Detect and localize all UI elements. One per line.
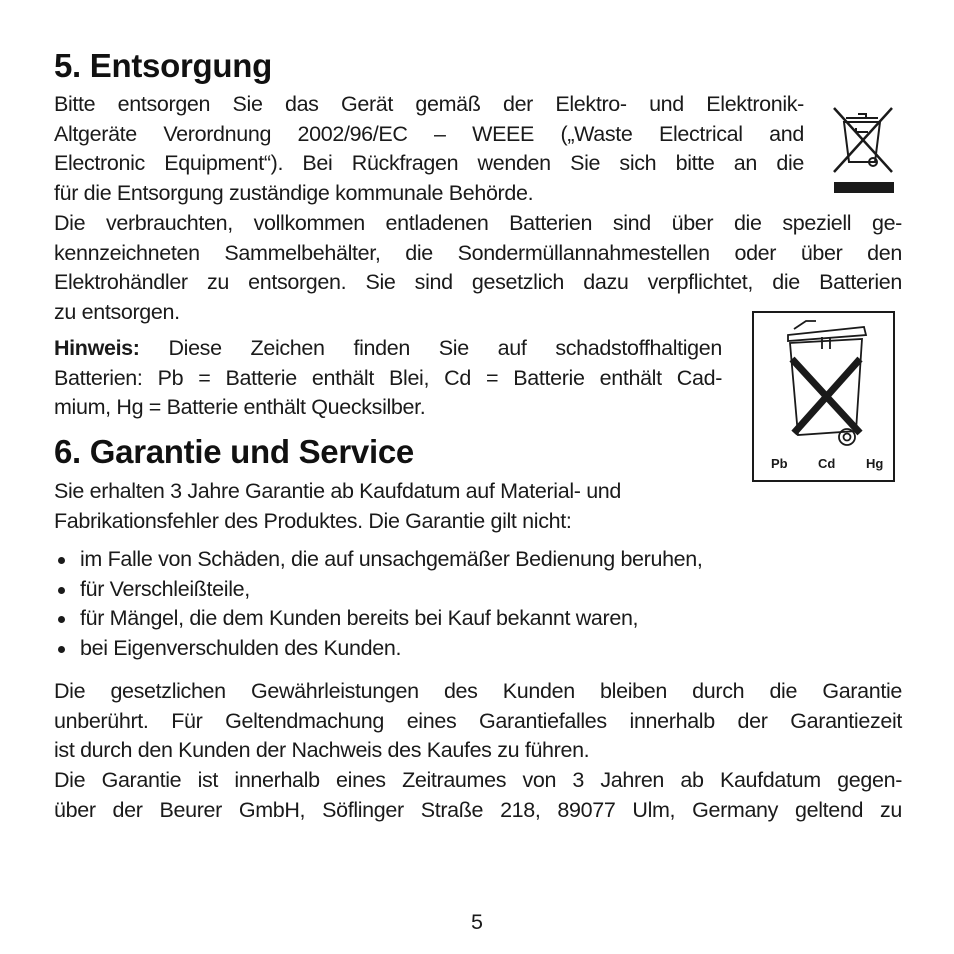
- text-line: Altgeräte Verordnung 2002/96/EC – WEEE („Waste Electrical and: [54, 121, 804, 146]
- label-cd: Cd: [818, 456, 836, 471]
- label-hg: Hg: [866, 456, 884, 471]
- text-line: ist durch den Kunden der Nachweis des Kaufes zu führen.: [54, 738, 590, 763]
- statutory-rights-paragraph: [54, 677, 902, 766]
- text-line: Elektrohändler zu entsorgen. Sie sind gesetzlich dazu verpflichtet, die Batterien: [54, 270, 902, 295]
- section-heading-entsorgung: 5. Entsorgung: [54, 47, 272, 84]
- section-heading-garantie: 6. Garantie und Service: [54, 433, 414, 470]
- text-line: über der Beurer GmbH, Söflinger Straße 218, 89077 Ulm, Germany geltend zu: [54, 797, 902, 822]
- label-pb: Pb: [771, 456, 788, 471]
- list-item: im Falle von Schäden, die auf unsachgemäßer Bedienung beruhen,: [54, 545, 703, 575]
- text-line: Die Garantie ist innerhalb eines Zeitraumes von 3 Jahren ab Kaufdatum gegen-: [54, 768, 902, 792]
- text-line: Batterien: Pb = Batterie enthält Blei, Cd = Batterie enthält Cad-: [54, 365, 722, 390]
- text-line: Sie erhalten 3 Jahre Garantie ab Kaufdatum auf Material- und: [54, 479, 622, 503]
- list-item: bei Eigenverschulden des Kunden.: [54, 634, 703, 664]
- list-item: für Mängel, die dem Kunden bereits bei Kauf bekannt waren,: [54, 604, 703, 634]
- disposal-paragraph: [54, 90, 804, 208]
- text-line: Fabrikationsfehler des Produktes. Die Garantie gilt nicht:: [54, 508, 572, 533]
- warranty-claim-paragraph: [54, 766, 902, 825]
- text-line: [54, 334, 722, 364]
- page-number: 5: [471, 910, 483, 934]
- text-line: unberührt. Für Geltendmachung eines Garantiefalles innerhalb der Garantiezeit: [54, 708, 902, 733]
- crossed-out-wheelie-bin-icon: [826, 104, 898, 196]
- crossed-out-battery-bin-icon: [754, 313, 893, 480]
- hint-paragraph: [54, 334, 722, 423]
- text-line: mium, Hg = Batterie enthält Quecksilber.: [54, 395, 426, 420]
- text-line: Die gesetzlichen Gewährleistungen des Kunden bleiben durch die Garantie: [54, 679, 902, 703]
- text-line: zu entsorgen.: [54, 299, 180, 324]
- text-line: Bitte entsorgen Sie das Gerät gemäß der Elektro- und Elektronik-: [54, 92, 804, 116]
- hint-text: Diese Zeichen finden Sie auf schadstoffhaltigen: [139, 336, 722, 360]
- text-line: Die verbrauchten, vollkommen entladenen Batterien sind über die speziell ge-: [54, 211, 902, 235]
- hint-label: Hinweis:: [54, 336, 140, 360]
- text-line: für die Entsorgung zuständige kommunale Behörde.: [54, 180, 534, 205]
- warranty-intro-paragraph: [54, 477, 722, 536]
- warranty-exclusions-list: [54, 545, 703, 663]
- battery-disposal-paragraph: [54, 209, 902, 327]
- text-line: kennzeichneten Sammelbehälter, die Sondermüllannahmestellen oder über den: [54, 240, 902, 265]
- list-item: für Verschleißteile,: [54, 575, 703, 605]
- text-line: Electronic Equipment“). Bei Rückfragen wenden Sie sich bitte an die: [54, 151, 804, 176]
- battery-disposal-symbol: [752, 311, 895, 482]
